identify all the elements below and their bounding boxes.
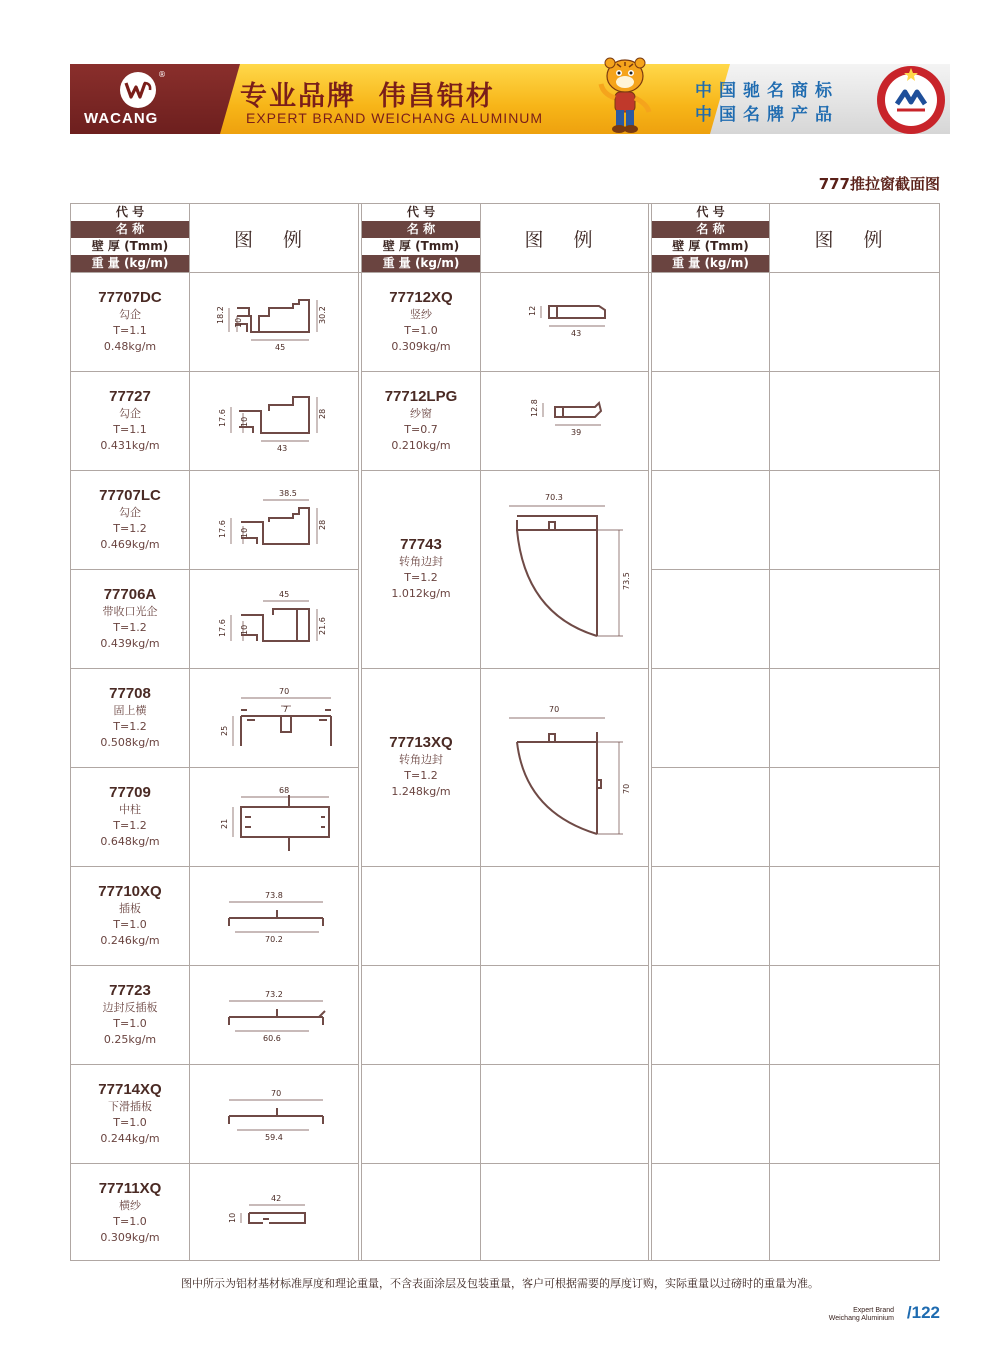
page-title: 777推拉窗截面图 bbox=[818, 175, 940, 193]
product-code: 77712XQ bbox=[389, 289, 453, 306]
dim-label: 70 bbox=[271, 1089, 282, 1098]
brand-banner bbox=[70, 64, 950, 134]
grid-line bbox=[652, 668, 939, 669]
product-thickness: T=1.1 bbox=[113, 423, 147, 436]
product-info-77743 bbox=[362, 535, 480, 602]
header-code: 代 号 bbox=[71, 204, 189, 221]
product-info-77714XQ bbox=[71, 1080, 189, 1147]
profile-drawing-77709 bbox=[209, 783, 339, 853]
header-weight: 重 量 (kg/m) bbox=[362, 255, 480, 272]
grid-line bbox=[652, 1163, 939, 1164]
product-info-77727 bbox=[71, 387, 189, 454]
profile-drawing-77723 bbox=[209, 981, 339, 1051]
dim-label: 7 bbox=[283, 705, 289, 714]
grid-line bbox=[652, 767, 939, 768]
dim-label: 68 bbox=[279, 786, 290, 795]
dim-label: 30.2 bbox=[318, 306, 327, 324]
dim-label: 28 bbox=[318, 519, 327, 530]
grid-double-line bbox=[648, 204, 652, 1260]
logo-text: WACANG bbox=[84, 110, 159, 127]
dim-label: 70.3 bbox=[545, 493, 563, 502]
profile-drawing-77743 bbox=[489, 486, 639, 656]
footer-brand-line-1: Expert Brand bbox=[853, 1307, 894, 1314]
profile-drawing-77713XQ bbox=[489, 684, 639, 854]
profile-drawing-77710XQ bbox=[209, 882, 339, 952]
grid-double-line bbox=[358, 204, 362, 1260]
dim-label: 21 bbox=[220, 818, 229, 829]
dim-label: 10 bbox=[240, 624, 249, 635]
column-header-figure-2: 图 例 bbox=[524, 228, 605, 251]
product-weight: 0.508kg/m bbox=[100, 736, 160, 749]
header-code: 代 号 bbox=[652, 204, 769, 221]
product-name: 勾企 bbox=[119, 407, 141, 420]
footer-brand-line-2: Weichang Aluminium bbox=[828, 1315, 894, 1322]
dim-label: 17.6 bbox=[218, 619, 227, 637]
dim-label: 10 bbox=[240, 527, 249, 538]
dim-label: 45 bbox=[279, 590, 290, 599]
product-thickness: T=1.0 bbox=[113, 1017, 147, 1030]
product-code: 77713XQ bbox=[389, 734, 453, 751]
product-code: 77714XQ bbox=[98, 1081, 162, 1098]
product-weight: 0.246kg/m bbox=[100, 934, 160, 947]
product-code: 77708 bbox=[109, 685, 151, 702]
dim-label: 10 bbox=[228, 1212, 237, 1223]
dim-label: 17.6 bbox=[218, 520, 227, 538]
product-info-77706A bbox=[71, 585, 189, 652]
profile-drawing-77712LPG bbox=[509, 387, 629, 457]
dim-label: 39 bbox=[571, 428, 582, 437]
grid-line bbox=[189, 204, 190, 1260]
profile-table bbox=[70, 203, 940, 1261]
product-info-77707LC bbox=[71, 486, 189, 553]
header-thickness: 壁 厚 (Tmm) bbox=[71, 238, 189, 255]
footer-note: 图中所示为铝材基材标准厚度和理论重量，不含表面涂层及包装重量，客户可根据需要的厚度订购，实际重量以过磅时的重量为准。 bbox=[181, 1277, 819, 1290]
product-weight: 0.309kg/m bbox=[100, 1231, 160, 1244]
dim-label: 70 bbox=[622, 783, 631, 794]
product-thickness: T=1.0 bbox=[113, 1215, 147, 1228]
grid-line bbox=[652, 569, 939, 570]
column-header-info-2 bbox=[362, 204, 480, 272]
dim-label: 18.2 bbox=[216, 306, 225, 324]
product-name: 横纱 bbox=[119, 1199, 141, 1212]
footer-brand bbox=[829, 1307, 894, 1323]
header-name: 名 称 bbox=[652, 221, 769, 238]
dim-label: 38.5 bbox=[279, 489, 297, 498]
dim-label: 70.2 bbox=[265, 935, 283, 944]
grid-line bbox=[769, 204, 770, 1260]
product-thickness: T=1.0 bbox=[113, 1116, 147, 1129]
product-name: 纱窗 bbox=[410, 407, 432, 420]
product-weight: 0.244kg/m bbox=[100, 1132, 160, 1145]
grid-line bbox=[362, 866, 648, 867]
profile-drawing-77714XQ bbox=[209, 1080, 339, 1150]
product-weight: 0.431kg/m bbox=[100, 439, 160, 452]
product-name: 插板 bbox=[119, 902, 141, 915]
product-info-77707DC bbox=[71, 288, 189, 355]
dim-label: 60.6 bbox=[263, 1034, 281, 1043]
product-thickness: T=0.7 bbox=[404, 423, 438, 436]
product-name: 竖纱 bbox=[410, 308, 432, 321]
product-info-77723 bbox=[71, 981, 189, 1048]
header-thickness: 壁 厚 (Tmm) bbox=[652, 238, 769, 255]
dim-label: 70 bbox=[549, 705, 560, 714]
grid-line bbox=[71, 767, 358, 768]
header-name: 名 称 bbox=[362, 221, 480, 238]
registered-mark: ® bbox=[158, 70, 166, 79]
grid-line bbox=[71, 371, 358, 372]
product-weight: 0.469kg/m bbox=[100, 538, 160, 551]
grid-line bbox=[362, 1064, 648, 1065]
grid-line bbox=[362, 1163, 648, 1164]
grid-line bbox=[71, 470, 358, 471]
honor-line-2: 中国名牌产品 bbox=[695, 105, 839, 125]
product-weight: 0.309kg/m bbox=[391, 340, 451, 353]
profile-drawing-77708 bbox=[209, 684, 339, 754]
product-weight: 0.25kg/m bbox=[103, 1033, 157, 1046]
grid-line bbox=[362, 965, 648, 966]
slogan-english: EXPERT BRAND WEICHANG ALUMINUM bbox=[246, 110, 544, 126]
grid-line bbox=[362, 668, 648, 669]
product-code: 77706A bbox=[103, 586, 157, 603]
product-weight: 1.248kg/m bbox=[391, 785, 451, 798]
china-top-brand-seal-icon bbox=[875, 64, 947, 136]
product-weight: 1.012kg/m bbox=[391, 587, 451, 600]
dim-label: 43 bbox=[571, 329, 582, 338]
product-thickness: T=1.0 bbox=[113, 918, 147, 931]
product-weight: 0.439kg/m bbox=[100, 637, 160, 650]
dim-label: 21.6 bbox=[318, 617, 327, 635]
product-thickness: T=1.0 bbox=[404, 324, 438, 337]
grid-line bbox=[71, 668, 358, 669]
product-weight: 0.48kg/m bbox=[103, 340, 157, 353]
product-thickness: T=1.2 bbox=[113, 720, 147, 733]
product-thickness: T=1.2 bbox=[404, 769, 438, 782]
header-name: 名 称 bbox=[71, 221, 189, 238]
header-code: 代 号 bbox=[362, 204, 480, 221]
dim-label: 10 bbox=[240, 416, 249, 427]
product-thickness: T=1.2 bbox=[113, 522, 147, 535]
profile-drawing-77727 bbox=[209, 387, 339, 457]
profile-drawing-77711XQ bbox=[209, 1179, 339, 1249]
product-name: 转角边封 bbox=[399, 753, 443, 766]
header-thickness: 壁 厚 (Tmm) bbox=[362, 238, 480, 255]
product-thickness: T=1.1 bbox=[113, 324, 147, 337]
product-code: 77723 bbox=[109, 982, 151, 999]
dim-label: 25 bbox=[220, 725, 229, 736]
product-name: 中柱 bbox=[119, 803, 141, 816]
page-number: /122 bbox=[906, 1303, 940, 1322]
profile-drawing-77712XQ bbox=[509, 288, 629, 358]
dim-label: 42 bbox=[271, 1194, 282, 1203]
dim-label: 43 bbox=[277, 444, 288, 453]
profile-drawing-77706A bbox=[209, 585, 339, 655]
column-header-figure-1: 图 例 bbox=[233, 228, 315, 251]
product-code: 77727 bbox=[109, 388, 151, 405]
dim-label: 59.4 bbox=[265, 1133, 283, 1142]
product-weight: 0.210kg/m bbox=[391, 439, 451, 452]
grid-line bbox=[652, 965, 939, 966]
grid-line bbox=[480, 204, 481, 1260]
grid-line bbox=[362, 470, 648, 471]
grid-line bbox=[652, 371, 939, 372]
header-weight: 重 量 (kg/m) bbox=[652, 255, 769, 272]
column-header-figure-3: 图 例 bbox=[814, 228, 895, 251]
product-name: 勾企 bbox=[119, 506, 141, 519]
product-weight: 0.648kg/m bbox=[100, 835, 160, 848]
product-name: 下滑插板 bbox=[108, 1100, 152, 1113]
column-header-info-1 bbox=[71, 204, 189, 272]
dim-label: 28 bbox=[318, 408, 327, 419]
product-info-77709 bbox=[71, 783, 189, 850]
product-code: 77743 bbox=[400, 536, 442, 553]
product-info-77712LPG bbox=[362, 387, 480, 454]
grid-line bbox=[652, 1064, 939, 1065]
grid-line bbox=[71, 1064, 358, 1065]
product-name: 边封反插板 bbox=[102, 1001, 158, 1014]
header-weight: 重 量 (kg/m) bbox=[71, 255, 189, 272]
grid-line bbox=[652, 470, 939, 471]
grid-line bbox=[71, 866, 358, 867]
product-name: 带收口光企 bbox=[102, 605, 158, 618]
profile-drawing-77707LC bbox=[209, 486, 339, 556]
dim-label: 73.2 bbox=[265, 990, 283, 999]
product-thickness: T=1.2 bbox=[404, 571, 438, 584]
wacang-logo-icon bbox=[120, 72, 156, 108]
product-info-77710XQ bbox=[71, 882, 189, 949]
product-thickness: T=1.2 bbox=[113, 621, 147, 634]
product-info-77708 bbox=[71, 684, 189, 751]
slogan-chinese: 专业品牌 伟昌铝材 bbox=[240, 81, 495, 112]
dim-label: 70 bbox=[279, 687, 290, 696]
dim-label: 45 bbox=[275, 343, 286, 352]
grid-line bbox=[652, 866, 939, 867]
dim-label: 17.6 bbox=[218, 409, 227, 427]
dim-label: 12 bbox=[528, 305, 537, 316]
dim-label: 73.8 bbox=[265, 891, 283, 900]
product-info-77712XQ bbox=[362, 288, 480, 355]
grid-line bbox=[362, 371, 648, 372]
grid-line bbox=[71, 1163, 358, 1164]
dim-label: 73.5 bbox=[622, 572, 631, 590]
product-info-77713XQ bbox=[362, 733, 480, 800]
tiger-mascot-icon bbox=[595, 56, 655, 136]
product-name: 勾企 bbox=[119, 308, 141, 321]
product-code: 77711XQ bbox=[98, 1180, 162, 1197]
product-code: 77712LPG bbox=[384, 388, 458, 405]
grid-line bbox=[71, 965, 358, 966]
product-info-77711XQ bbox=[71, 1179, 189, 1246]
dim-label: 10 bbox=[234, 317, 243, 328]
product-name: 固上横 bbox=[113, 704, 147, 717]
product-thickness: T=1.2 bbox=[113, 819, 147, 832]
product-code: 77707DC bbox=[98, 289, 162, 306]
honor-line-1: 中国驰名商标 bbox=[695, 81, 839, 101]
dim-label: 12.8 bbox=[530, 399, 539, 417]
product-code: 77707LC bbox=[99, 487, 161, 504]
product-code: 77710XQ bbox=[98, 883, 162, 900]
profile-drawing-77707DC bbox=[209, 288, 339, 358]
grid-line bbox=[71, 569, 358, 570]
product-code: 77709 bbox=[109, 784, 151, 801]
grid-line bbox=[71, 272, 939, 273]
column-header-info-3 bbox=[652, 204, 769, 272]
product-name: 转角边封 bbox=[399, 555, 443, 568]
